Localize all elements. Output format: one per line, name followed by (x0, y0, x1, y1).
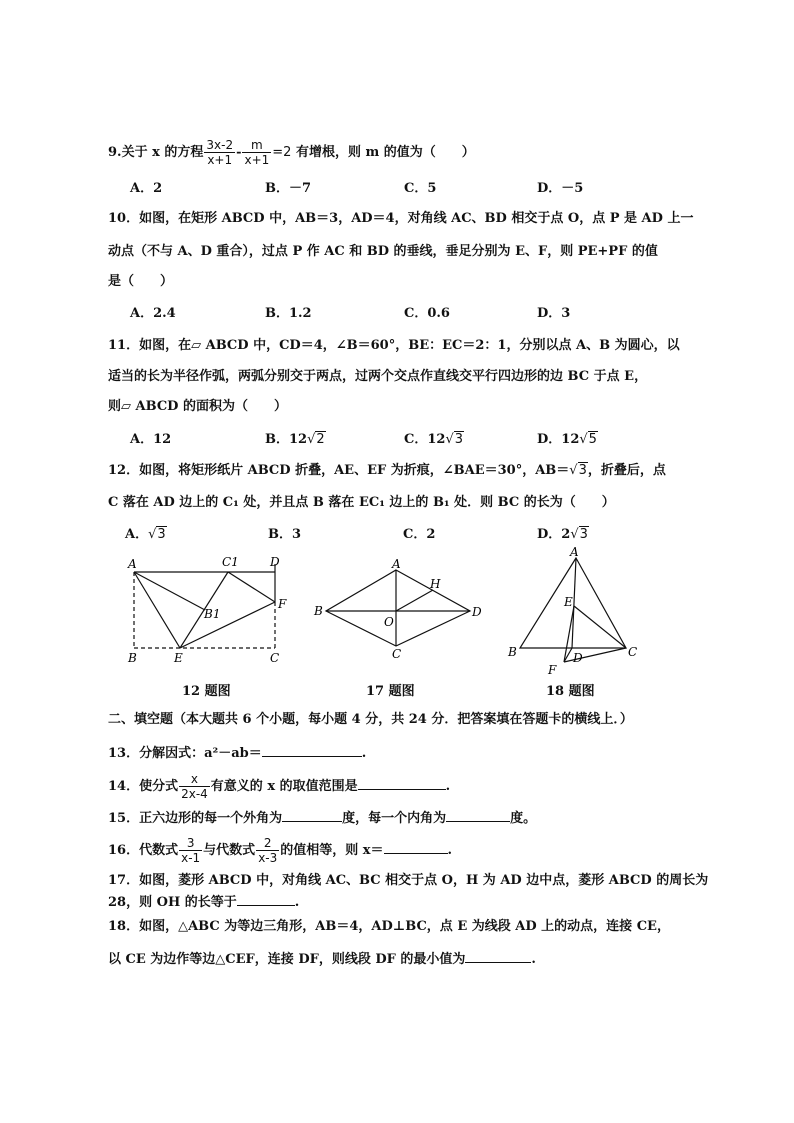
q16-n2: 2 (256, 836, 279, 851)
q15-answer-blank-1[interactable] (282, 809, 342, 822)
q11-option-c[interactable] (404, 431, 464, 449)
q11-option-b-label: B．12 (265, 432, 308, 447)
q11-option-b[interactable] (265, 431, 326, 449)
q16-d1: x-1 (181, 851, 201, 865)
q9-minus: - (236, 145, 242, 160)
q9-f2-den: x+1 (244, 153, 270, 167)
q16-fraction-2 (256, 836, 279, 865)
fig17-label-c: C (392, 647, 402, 660)
caption-fig-17: 17 题图 (366, 684, 415, 699)
sqrt-symbol: √3 (570, 527, 588, 542)
q15-prefix: 15．正六边形的每一个外角为 (108, 811, 283, 826)
q15-answer-blank-2[interactable] (446, 809, 510, 822)
q9-prefix: 9.关于 x 的方程 (108, 145, 204, 160)
section-2-heading: 二、填空题（本大题共 6 个小题，每小题 4 分，共 24 分．把答案填在答题卡的横线上．） (108, 712, 633, 727)
q12-option-a-label: A． (125, 527, 149, 542)
q12-line-2: C 落在 AD 边上的 C₁ 处，并且点 B 落在 EC₁ 边上的 B₁ 处．则 BC 的长为（ ） (108, 495, 615, 510)
q11-option-c-label: C．12 (404, 432, 446, 447)
sqrt-symbol: √5 (579, 432, 597, 447)
sqrt-symbol: √3 (148, 527, 166, 542)
caption-fig-18: 18 题图 (546, 684, 595, 699)
q9-suffix: 有增根，则 m 的值为（ ） (295, 145, 475, 160)
q15 (108, 809, 536, 828)
q14-num: x (179, 772, 210, 787)
q16-d2: x-3 (258, 851, 278, 865)
q12-option-d[interactable] (537, 526, 589, 544)
q13-end: . (361, 746, 367, 761)
fig17-label-d: D (472, 605, 482, 619)
fig12-label-a: A (128, 557, 137, 571)
fig12-label-f: F (278, 597, 287, 611)
q12-option-b[interactable]: B．3 (268, 527, 302, 542)
q16-end: . (447, 843, 453, 858)
caption-fig-12: 12 题图 (182, 684, 231, 699)
q11-option-d-label: D．12 (537, 432, 580, 447)
fig12-label-e: E (174, 651, 183, 665)
q11-line-1: 11．如图，在▱ ABCD 中，CD＝4，∠B＝60°，BE：EC＝2：1，分别以点 A、B 为圆心，以 (108, 338, 680, 353)
fig18-label-a: A (570, 545, 579, 559)
q9-f1-den: x+1 (207, 153, 233, 167)
q13-answer-blank[interactable] (262, 744, 362, 757)
q16-fraction-1 (179, 836, 202, 865)
q10-line-3: 是（ ） (108, 274, 174, 289)
q13-text: 13．分解因式：a²－ab＝ (108, 746, 262, 761)
fig17-label-a: A (392, 557, 401, 571)
q9-f1-num: 3x-2 (206, 138, 234, 152)
q18-line-2 (108, 950, 536, 969)
fig12-label-b1: B1 (204, 607, 221, 621)
q12-option-d-label: D．2 (537, 527, 571, 542)
fig18-label-b: B (508, 645, 517, 659)
q15-mid: 度，每一个内角为 (342, 811, 447, 826)
fig17-label-h: H (430, 577, 441, 591)
q12-radicand: 3 (578, 463, 587, 478)
figure-18 (502, 544, 652, 678)
q12-option-c[interactable]: C．2 (403, 527, 436, 542)
q14-fraction (179, 772, 210, 801)
q14-answer-blank[interactable] (358, 777, 446, 790)
fig18-label-c: C (628, 645, 638, 659)
q12-line-1b: ，折叠后，点 (587, 463, 666, 478)
q11-option-a[interactable]: A．12 (130, 432, 172, 447)
q13 (108, 744, 366, 763)
q12-radicand-a: 3 (157, 527, 166, 542)
q12-line-1 (108, 462, 666, 480)
q16-suffix: 的值相等，则 x＝ (280, 843, 384, 858)
q9-option-d[interactable]: D．－5 (537, 181, 584, 196)
q17-line-1: 17．如图，菱形 ABCD 中，对角线 AC、BC 相交于点 O，H 为 AD 边中点，菱形 ABCD 的周长为 (108, 873, 709, 888)
q14-end: . (445, 779, 451, 794)
fig12-label-b: B (128, 651, 137, 665)
q11-option-d[interactable] (537, 431, 598, 449)
q11-line-2: 适当的长为半径作弧，两弧分别交于两点，过两个交点作直线交平行四边形的边 BC 于点 E， (108, 369, 648, 384)
q10-option-a[interactable]: A．2.4 (130, 306, 176, 321)
q14-suffix: 有意义的 x 的取值范围是 (210, 779, 358, 794)
sqrt-symbol: √3 (569, 463, 587, 478)
q14 (108, 772, 450, 801)
q9-fraction-2 (242, 138, 271, 167)
fig12-label-c1: C1 (222, 555, 239, 569)
q16-n1: 3 (179, 836, 202, 851)
q15-end: 度。 (510, 811, 537, 826)
q10-line-2: 动点（不与 A、D 重合），过点 P 作 AC 和 BD 的垂线，垂足分别为 E、F，则 PE+PF 的值 (108, 244, 658, 259)
fig18-label-e: E (564, 595, 573, 609)
q16-mid: 与代数式 (203, 843, 256, 858)
q18-answer-blank[interactable] (465, 950, 531, 963)
q11-radicand-d: 5 (588, 432, 597, 447)
q9-option-a[interactable]: A．2 (130, 181, 163, 196)
q12-option-a[interactable] (125, 526, 167, 544)
q12-line-1a: 12．如图，将矩形纸片 ABCD 折叠，AE、EF 为折痕，∠BAE＝30°，AB＝ (108, 463, 570, 478)
q10-option-c[interactable]: C．0.6 (404, 306, 450, 321)
figure-12 (120, 552, 300, 672)
q18-line-2-text: 以 CE 为边作等边△CEF，连接 DF，则线段 DF 的最小值为 (108, 952, 466, 967)
q10-option-d[interactable]: D．3 (537, 306, 571, 321)
q11-line-3: 则▱ ABCD 的面积为（ ） (108, 399, 287, 414)
q17-answer-blank[interactable] (237, 893, 295, 906)
q9-stem (108, 138, 475, 167)
q18-line-1: 18．如图，△ABC 为等边三角形，AB＝4，AD⊥BC，点 E 为线段 AD 上的动点，连接 CE， (108, 919, 670, 934)
q17-line-2-text: 28，则 OH 的长等于 (108, 895, 237, 910)
q17-line-2 (108, 893, 299, 912)
sqrt-symbol: √2 (307, 432, 325, 447)
q11-radicand-c: 3 (454, 432, 464, 447)
q9-f2-num: m (242, 138, 271, 153)
q17-end: . (294, 895, 300, 910)
q10-option-b[interactable]: B．1.2 (265, 306, 312, 321)
fig18-label-f: F (548, 663, 557, 677)
q9-option-b[interactable]: B．－7 (265, 181, 312, 196)
sqrt-symbol: √3 (445, 432, 464, 447)
q9-fraction-1 (204, 138, 235, 167)
fig18-label-d: D (573, 651, 583, 665)
fig17-label-o: O (384, 615, 394, 629)
q9-option-c[interactable]: C．5 (404, 181, 437, 196)
fig12-label-d: D (270, 555, 280, 569)
q10-line-1: 10．如图，在矩形 ABCD 中，AB＝3，AD＝4，对角线 AC、BD 相交于点 O，点 P 是 AD 上一 (108, 211, 694, 226)
q9-eq: =2 (272, 145, 292, 160)
q16-prefix: 16．代数式 (108, 843, 179, 858)
q18-end: . (531, 952, 536, 967)
fig17-label-b: B (314, 604, 323, 618)
q14-prefix: 14．使分式 (108, 779, 179, 794)
fig12-label-c: C (270, 651, 280, 665)
q12-radicand-d: 3 (579, 527, 588, 542)
q16 (108, 836, 452, 865)
figure-17 (308, 556, 488, 660)
q11-radicand-b: 2 (316, 432, 325, 447)
q16-answer-blank[interactable] (384, 841, 448, 854)
q14-den: 2x-4 (181, 787, 208, 801)
